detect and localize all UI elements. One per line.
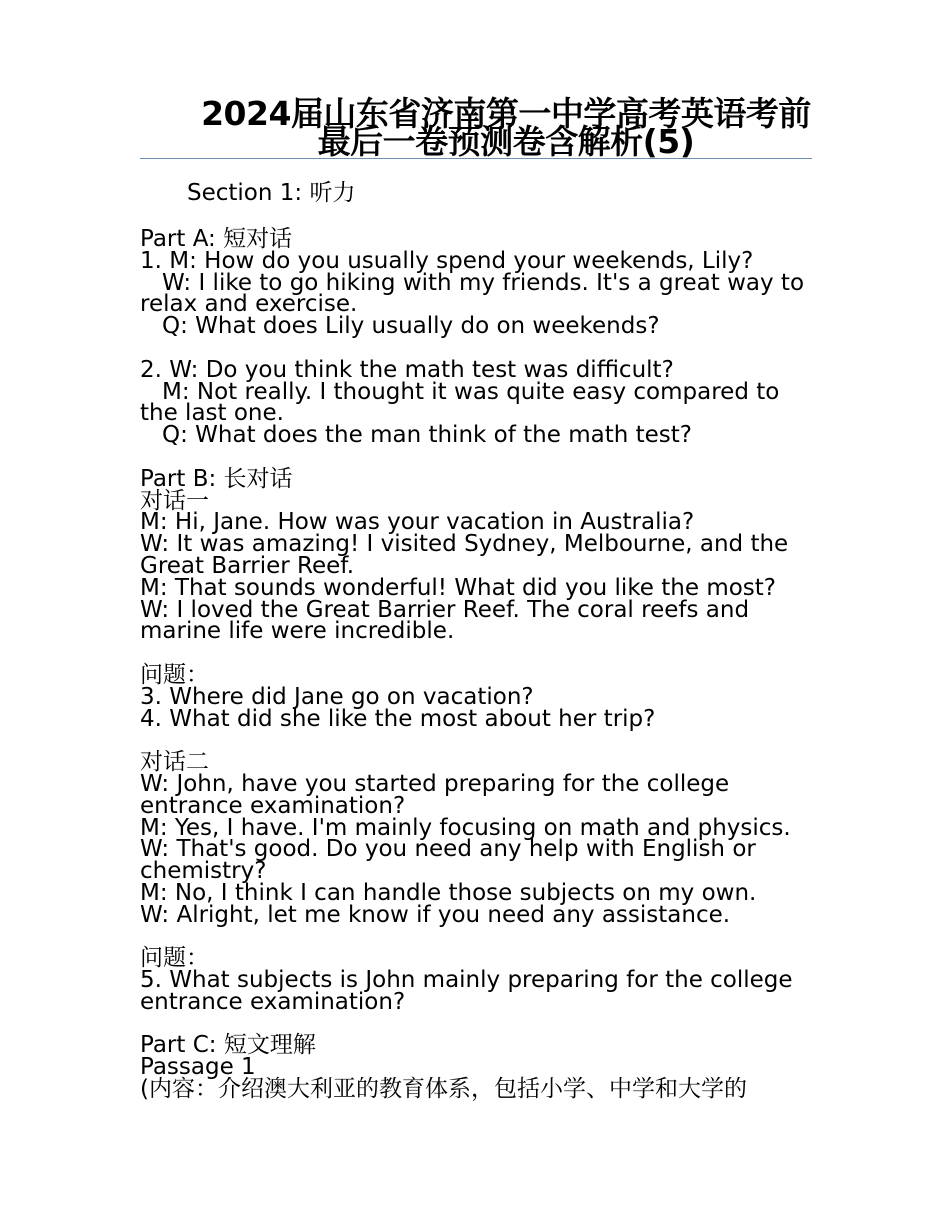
spacer <box>140 643 812 665</box>
dialogue-line: M: Yes, I have. I'm mainly focusing on math and physics. <box>140 814 791 841</box>
dialog-label: 对话一 <box>140 487 209 514</box>
question-line: 4. What did she like the most about her trip? <box>140 705 656 732</box>
part-b-heading: Part B: 长对话 <box>140 465 293 492</box>
question-line: 3. Where did Jane go on vacation? <box>140 683 534 710</box>
question-line: Q: What does the man think of the math test? <box>162 422 692 449</box>
dialogue-line: M: That sounds wonderful! What did you like the most? <box>140 574 777 601</box>
dialogue-line: W: It was amazing! I visited Sydney, Melbourne, and the Great Barrier Reef. <box>140 531 796 579</box>
questions-label: 问题： <box>140 661 209 688</box>
section-heading: Section 1: 听力 <box>187 180 356 206</box>
spacer <box>140 730 812 752</box>
dialogue-line: W: I like to go hiking with my friends. It's a great way to relax and exercise. <box>140 269 812 318</box>
dialogue-line: M: Not really. I thought it was quite easy compared to the last one. <box>140 378 787 427</box>
document-body <box>140 226 812 1103</box>
dialogue-line: M: No, I think I can handle those subjects on my own. <box>140 879 757 906</box>
dialogue-line: 1. M: How do you usually spend your weekends, Lily? <box>140 247 754 274</box>
dialogue-line: W: John, have you started preparing for the college entrance examination? <box>140 770 737 819</box>
dialogue-line: W: I loved the Great Barrier Reef. The coral reefs and marine life were incredible. <box>140 596 757 645</box>
document-page <box>140 94 812 1103</box>
question-line: 5. What subjects is John mainly preparing for the college entrance examination? <box>140 967 800 1015</box>
dialogue-line: M: Hi, Jane. How was your vacation in Australia? <box>140 509 695 536</box>
questions-label: 问题： <box>140 945 209 972</box>
question-line: Q: What does Lily usually do on weekends? <box>162 313 660 340</box>
passage-content: (内容：介绍澳大利亚的教育体系，包括小学、中学和大学的 <box>140 1076 747 1103</box>
dialogue-line: 2. W: Do you think the math test was difficult? <box>140 356 674 383</box>
spacer <box>140 927 812 949</box>
part-c-heading: Part C: 短文理解 <box>140 1032 316 1059</box>
passage-label: Passage 1 <box>140 1054 256 1081</box>
document-title: 2024届山东省济南第一中学高考英语考前最后一卷预测卷含解析(5) <box>140 100 812 159</box>
dialogue-line: W: Alright, let me know if you need any assistance. <box>140 901 731 928</box>
part-a-heading: Part A: 短对话 <box>140 226 293 252</box>
dialogue-line: W: That's good. Do you need any help with English or chemistry? <box>140 836 764 885</box>
dialog-label: 对话二 <box>140 749 209 776</box>
